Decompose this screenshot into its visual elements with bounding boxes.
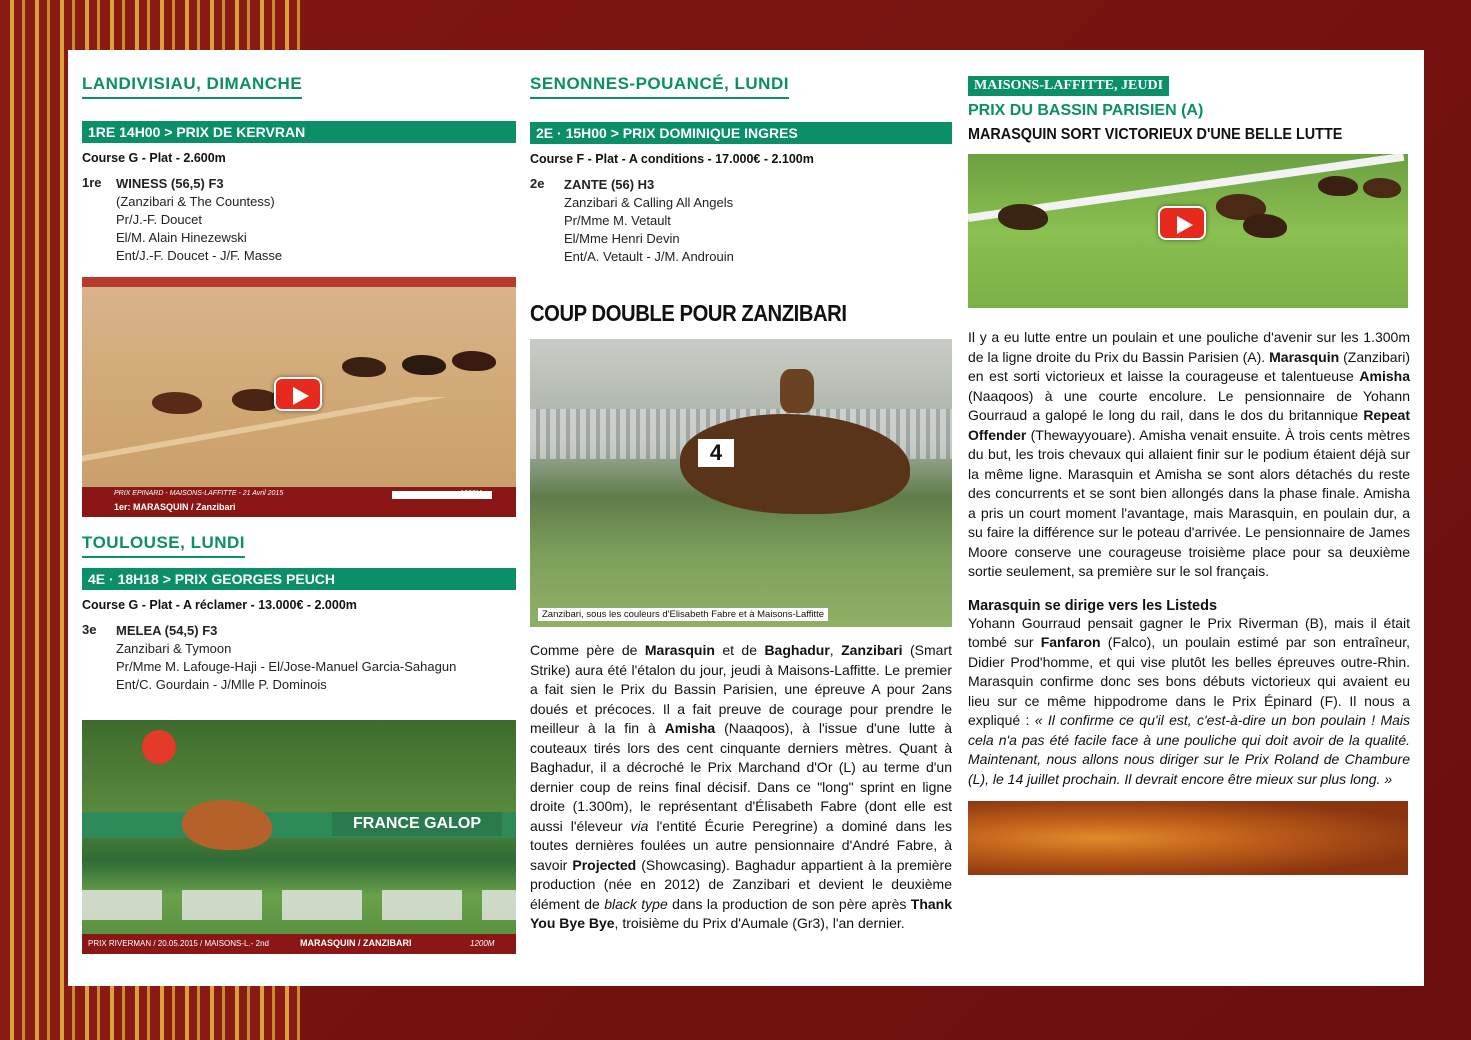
entry-line: Pr/Mme M. Vetault xyxy=(564,213,671,228)
race-entry xyxy=(82,175,516,265)
entry-line: El/Mme Henri Devin xyxy=(564,231,680,246)
balloon xyxy=(142,730,176,764)
course-info: Course G - Plat - 2.600m xyxy=(82,151,226,165)
horse xyxy=(452,351,496,371)
course-info: Course G - Plat - A réclamer - 13.000€ - 2.000m xyxy=(82,598,357,612)
play-icon[interactable] xyxy=(1158,206,1206,240)
horse-name: WINESS (56,5) F3 xyxy=(116,176,224,191)
photo-caption-bold: MARASQUIN / ZANZIBARI xyxy=(300,938,412,948)
caption-bar xyxy=(82,934,516,954)
position: 2e xyxy=(530,176,545,191)
horse xyxy=(1318,176,1358,196)
photo-zanzibari xyxy=(530,339,952,627)
video-thumbnail-bassin[interactable] xyxy=(968,154,1408,308)
distance-label: 1200M xyxy=(470,939,495,948)
video-caption-bottom: 1er: MARASQUIN / Zanzibari xyxy=(114,502,236,512)
position: 1re xyxy=(82,175,102,190)
play-icon[interactable] xyxy=(274,377,322,411)
horse xyxy=(342,357,386,377)
column-left xyxy=(82,50,516,954)
entry-line: Zanzibari & Calling All Angels xyxy=(564,195,734,210)
article-bassin: Il y a eu lutte entre un poulain et une pouliche d'avenir sur les 1.300m de la ligne droite du Prix du Bassin Parisien (A). Marasquin (Zanzibari) en est sorti victorieux et laisse la courageuse et talentueuse Amisha (Naaqoos) à une courte encolure. Le pensionnaire de Yohann Gourraud a galopé le long du rail, dans le dos du britannique Repeat Offender (Thewayyouare). Amisha venait ensuite. À trois cents mètres du but, les trois chevaux qui allaient finir sur le podium étaient déjà sur la même ligne. Marasquin et Amisha se sont alors détachés du reste des concurrents et se sont bien allongés dans la phase finale. Amisha a pris un court moment l'avantage, mais Marasquin, en poulain dur, a su faire la différence sur le poteau d'arrivée. Le pensionnaire de James Moore conserve une courageuse troisième place pour sa deuxième sortie seulement, sa première sur le sol français. xyxy=(968,329,1411,579)
entry-line: (Zanzibari & The Countess) xyxy=(116,194,275,209)
rail xyxy=(82,890,516,920)
column-right xyxy=(968,50,1410,875)
entry-line: Ent/C. Gourdain - J/Mlle P. Dominois xyxy=(116,677,327,692)
entry-line: Ent/A. Vetault - J/M. Androuin xyxy=(564,249,734,264)
horse xyxy=(402,355,446,375)
video-thumbnail-epinard[interactable] xyxy=(82,277,516,517)
saddle-number: 4 xyxy=(698,439,734,467)
section-title-bassin: PRIX DU BASSIN PARISIEN (A) xyxy=(968,102,1204,119)
france-galop-banner: FRANCE GALOP xyxy=(332,812,502,836)
section-title-senonnes: SENONNES-POUANCÉ, LUNDI xyxy=(530,74,789,99)
column-middle xyxy=(530,50,952,934)
article-listeds: Yohann Gourraud pensait gagner le Prix Riverman (B), mais il était tombé sur Fanfaron (Falco), un poulain estimé par son entraîneur, Didier Prod'homme, et qui vise plutôt les belles épreuves outre-Rhin. Marasquin confirme donc ses bons débuts victorieux qui avaient eu lieu sur ce même hippodrome dans le Prix Épinard (F). Il nous a expliqué : « Il confirme ce qu'il est, c'est-à-dire un bon poulain ! Mais cela n'a pas été facile face à une pouliche qui doit avoir de la qualité. Maintenant, nous allons nous diriger sur le Prix Roland de Chambure (L), le 14 juillet prochain. Il devrait encore être mieux sur plus long. » xyxy=(968,614,1411,787)
entry-line: Pr/Mme M. Lafouge-Haji - El/Jose-Manuel Garcia-Sahagun xyxy=(116,659,457,674)
video-caption-top: PRIX EPINARD - MAISONS-LAFFITTE - 21 Avril 2015 xyxy=(114,490,284,497)
decorative-wood-panel xyxy=(968,801,1408,875)
jockey xyxy=(780,369,814,413)
horse xyxy=(152,392,202,414)
entry-line: Zanzibari & Tymoon xyxy=(116,641,232,656)
photo-riverman xyxy=(82,720,516,954)
horse xyxy=(182,800,272,850)
magazine-page xyxy=(68,50,1424,986)
tag-maisons-laffitte: MAISONS-LAFFITTE, JEUDI xyxy=(968,76,1169,96)
horse xyxy=(232,389,280,411)
race-entry xyxy=(82,622,516,694)
headline-marasquin: MARASQUIN SORT VICTORIEUX D'UNE BELLE LUTTE xyxy=(968,126,1343,143)
race-bar-kervran: 1RE 14H00 > PRIX DE KERVRAN xyxy=(82,121,516,143)
article-coup-double: Comme père de Marasquin et de Baghadur, Zanzibari (Smart Strike) aura été l'étalon du jour, jeudi à Maisons-Laffitte. Le premier a fait sien le Prix du Bassin Parisien, une épreuve A pour 2ans doués et précoces. Il a fait preuve de courage pour prendre le meilleur à la fin à Amisha (Naaqoos), à l'issue d'une lutte à couteaux tirés lors des cent cinquante derniers mètres. Quant à Baghadur, il a décroché le Prix Marchand d'Or (L) au terme d'un dernier coup de reins final décisif. Dans ce "long" sprint en ligne droite (1.300m), le représentant d'Élisabeth Fabre (dont elle est aussi l'éleveur via l'entité Écurie Peregrine) a dominé dans les toutes dernières foulées un autre pensionnaire d'André Fabre, à savoir Projected (Showcasing). Baghadur appartient à la première production (née en 2012) de Zanzibari et devient le deuxième élément de black type dans la production de son père après Thank You Bye Bye, troisième du Prix d'Aumale (Gr3), l'an dernier. xyxy=(530,642,953,931)
photo-caption: Zanzibari, sous les couleurs d'Elisabeth Fabre et à Maisons-Laffitte xyxy=(538,608,828,621)
race-entry xyxy=(530,176,952,266)
distance-label: 1000M xyxy=(460,490,482,497)
headline-coup-double: COUP DOUBLE POUR ZANZIBARI xyxy=(530,300,847,326)
subhead-listeds: Marasquin se dirige vers les Listeds xyxy=(968,597,1218,614)
entry-line: Pr/J.-F. Doucet xyxy=(116,212,202,227)
position: 3e xyxy=(82,622,97,637)
race-bar-peuch: 4E · 18H18 > PRIX GEORGES PEUCH xyxy=(82,568,516,590)
section-title-landivisiau: LANDIVISIAU, DIMANCHE xyxy=(82,74,302,99)
horse xyxy=(1363,178,1401,198)
horse-name: MELEA (54,5) F3 xyxy=(116,623,218,638)
race-bar-ingres: 2E · 15H00 > PRIX DOMINIQUE INGRES xyxy=(530,122,952,144)
entry-line: Ent/J.-F. Doucet - J/F. Masse xyxy=(116,248,283,263)
horse xyxy=(1243,214,1287,238)
section-title-toulouse: TOULOUSE, LUNDI xyxy=(82,533,245,558)
caption-bar xyxy=(82,487,516,517)
photo-caption: PRIX RIVERMAN / 20.05.2015 / MAISONS-L.- 2nd xyxy=(88,939,269,948)
entry-line: El/M. Alain Hinezewski xyxy=(116,230,247,245)
horse xyxy=(998,204,1048,230)
horse-name: ZANTE (56) H3 xyxy=(564,177,655,192)
course-info: Course F - Plat - A conditions - 17.000€ - 2.100m xyxy=(530,152,814,166)
